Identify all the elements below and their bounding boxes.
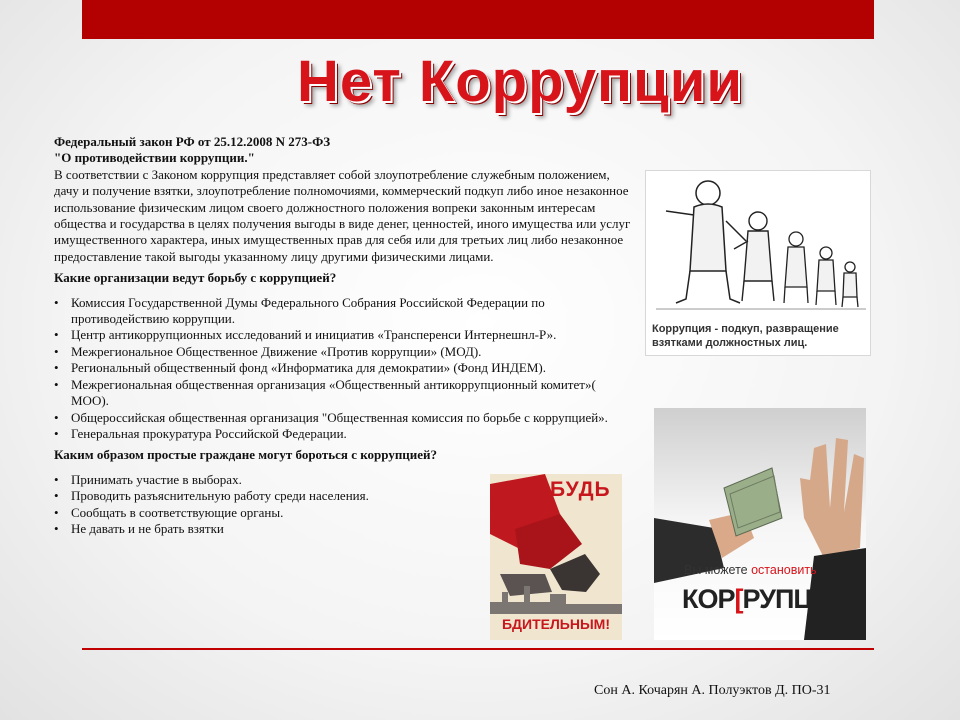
list-item: • Проводить разъяснительную работу среди населения. bbox=[54, 488, 636, 504]
bottom-red-line bbox=[82, 648, 874, 650]
law-definition: В соответствии с Законом коррупция представляет собой злоупотребление служебным положением, дачу и получение взятки, злоупотребление полномочиями, коммерческий подкуп либо иное незаконное использование физическим лицом своего должностного положения вопреки законным интересам общества и государства в целях получения выгоды в виде денег, ценностей, иного имущества или услуг имущественного характера, иных имущественных прав для себя или для третьих лиц либо незаконное предоставление такой выгоды указанному лицу другими физическими лицами. bbox=[54, 166, 631, 264]
citizens-question: Каким образом простые граждане могут бороться с коррупцией? bbox=[54, 447, 438, 463]
organizations-list bbox=[54, 295, 636, 443]
law-heading-1: Федеральный закон РФ от 25.12.2008 N 273-ФЗ bbox=[54, 134, 331, 149]
list-item: • Генеральная прокуратура Российской Федерации. bbox=[54, 426, 636, 442]
poster-bottom-text: БДИТЕЛЬНЫМ! bbox=[501, 616, 610, 632]
cartoon-caption: Коррупция - подкуп, развращение взятками должностных лиц. bbox=[652, 323, 839, 349]
corruption-cartoon-image bbox=[645, 170, 871, 356]
vigilance-poster-image bbox=[490, 474, 622, 640]
list-item: • Межрегиональное Общественное Движение «Против коррупции» (МОД). bbox=[54, 344, 636, 360]
law-heading-2: "О противодействии коррупции." bbox=[54, 150, 255, 166]
list-item: • Комиссия Государственной Думы Федерального Собрания Российской Федерации по противодействию коррупции. bbox=[54, 295, 636, 328]
authors-footer: Сон А. Кочарян А. Полуэктов Д. ПО-31 bbox=[594, 683, 831, 698]
organizations-question: Какие организации ведут борьбу с коррупцией? bbox=[54, 270, 337, 286]
stop-corruption-image bbox=[654, 408, 866, 640]
list-item: • Центр антикоррупционных исследований и инициатив «Трансперенси Интернешнл-Р». bbox=[54, 327, 636, 343]
photo-text-line-2c: РУПЦИЮ bbox=[742, 584, 858, 614]
list-item: • Межрегиональная общественная организация «Общественный антикоррупционный комитет»( МОО). bbox=[54, 377, 636, 410]
photo-text-line-2 bbox=[682, 584, 857, 615]
cartoon-drawing bbox=[646, 171, 870, 321]
slide-title: Нет Коррупции bbox=[296, 49, 744, 114]
list-item: • Региональный общественный фонд «Информатика для демократии» (Фонд ИНДЕМ). bbox=[54, 360, 636, 376]
photo-text-line-1a: Вы можете bbox=[684, 563, 752, 577]
photo-text-line-1b: остановить bbox=[751, 563, 817, 577]
list-item: • Сообщать в соответствующие органы. bbox=[54, 505, 636, 521]
list-item: • Принимать участие в выборах. bbox=[54, 472, 636, 488]
list-item: • Не давать и не брать взятки bbox=[54, 521, 636, 537]
photo-text-line-2b: [ bbox=[734, 584, 743, 614]
photo-text-line-1 bbox=[684, 563, 817, 577]
top-red-bar bbox=[82, 0, 874, 39]
photo-text-line-2a: КОР bbox=[682, 584, 735, 614]
list-item: • Общероссийская общественная организация "Общественная комиссия по борьбе с коррупцией». bbox=[54, 410, 636, 426]
poster-top-text: БУДЬ bbox=[550, 478, 611, 501]
